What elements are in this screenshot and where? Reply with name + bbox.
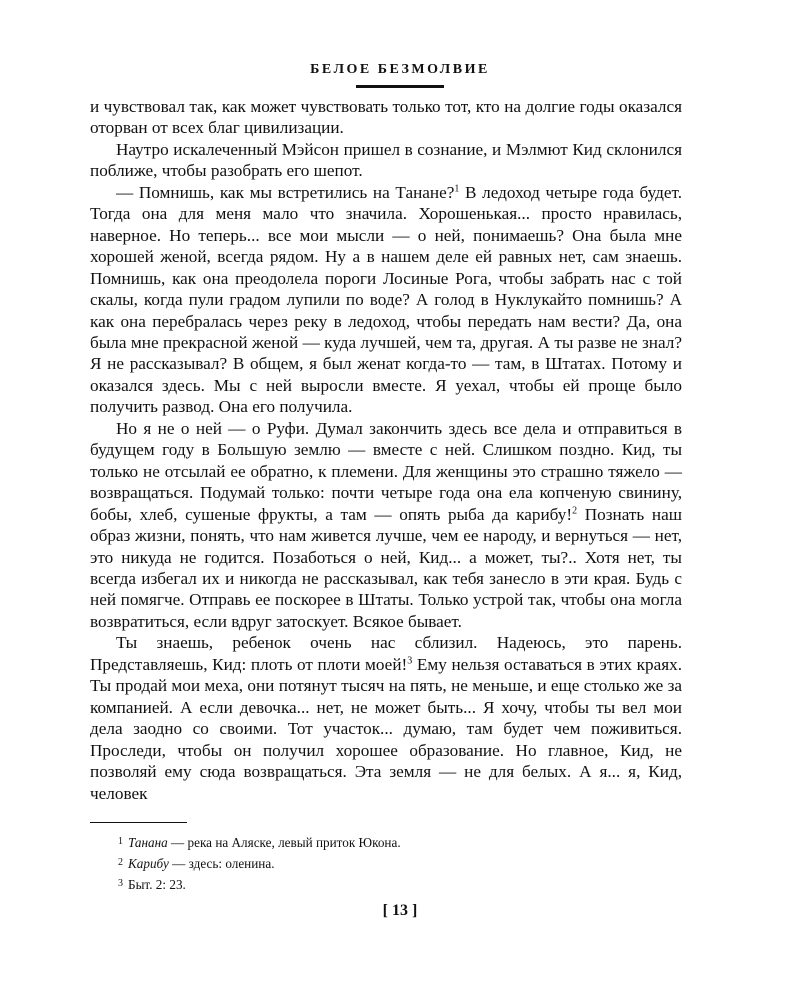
paragraph-5 [90,632,682,804]
footnote-mark: 2 [118,857,123,868]
paragraph-4-part-1: Но я не о ней — о Руфи. Думал закончить здесь все дела и отправиться в будущем году в Большую землю — вместе с ней. Слишком поздно. Кид, ты только не отсылай ее обратно, к племени. Для женщины это страшно тяжело — возвращаться. Подумай только: почти четыре года она ела копченую свинину, бобы, хлеб, сушеные фрукты, а там — опять рыба да карибу! [90,418,682,524]
footnote-rule [90,822,187,823]
footnote-text: Быт. 2: 23. [128,877,186,892]
footnote-3 [118,874,678,895]
paragraph-5-part-2: Ему нельзя оставаться в этих краях. Ты продай мои меха, они потянут тысяч на пять, не меньше, и еще столько же за компанией. А если девочка... нет, не может быть... Я хочу, чтобы ты вел мои дела заодно со своими. Тот участок... думаю, там будет чем поживиться. Проследи, чтобы он получил хорошее образование. Но главное, Кид, не позволяй ему сюда возвращаться. Эта земля — не для белых. А я... я, Кид, человек [90,654,683,803]
footnote-text: — здесь: оленина. [168,856,275,871]
footnote-text: — река на Аляске, левый приток Юкона. [167,835,401,850]
footnote-term: Карибу [128,856,169,871]
running-head-rule [356,85,444,88]
footnote-term: Танана [128,835,168,850]
footnote-1 [118,832,678,853]
paragraph-4 [90,418,682,633]
page-number: [ 13 ] [382,902,418,919]
footnote-mark: 1 [118,836,123,847]
paragraph-2: Наутро искалеченный Мэйсон пришел в сознание, и Мэлмют Кид склонился поближе, чтобы разобрать его шепот. [90,139,682,181]
paragraph-1: и чувствовал так, как может чувствовать только тот, кто на долгие годы оказался оторван от всех благ цивилизации. [90,97,682,138]
body-text [90,96,682,804]
paragraph-5-part-1: Ты знаешь, ребенок очень нас сблизил. Надеюсь, это парень. Представляешь, Кид: плоть от плоти моей! [90,633,682,674]
running-head: БЕЛОЕ БЕЗМОЛВИЕ [310,62,490,77]
paragraph-3-part-1: — Помнишь, как мы встретились на Танане? [116,182,455,202]
footnote-mark: 3 [118,878,123,889]
footnote-ref-1[interactable]: 1 [454,183,460,195]
footnote-ref-3[interactable]: 3 [407,655,413,667]
paragraph-3-part-2: В ледоход четыре года будет. Тогда она для меня мало что значила. Хорошенькая... просто нравилась, наверное. Но теперь... все мои мысли — о ней, понимаешь? Она была мне хорошей женой, всегда рядом. Ну а в нашем деле ей равных нет, сам знаешь. Помнишь, как она преодолела пороги Лосиные Рога, чтобы забрать нас с той скалы, когда пули градом лупили по воде? А голод в Нуклукайто помнишь? А как она перебралась через реку в ледоход, чтобы передать нам вести? Да, она была мне прекрасной женой — куда лучшей, чем та, другая. А ты разве не знал? Я не рассказывал? В общем, я был женат когда-то — там, в Штатах. Потому и оказался здесь. Мы с ней выросли вместе. Я уехал, чтобы ей проще было получить развод. Она его получила. [90,182,682,417]
footnote-ref-2[interactable]: 2 [572,504,578,516]
footnotes [118,832,678,895]
footnote-2 [118,853,678,874]
paragraph-4-part-2: Познать наш образ жизни, понять, что нам живется лучше, чем ее народу, и вернуться — нет, это никуда не годится. Позаботься о ней, Кид... а может, ты?.. Хотя нет, ты всегда избегал их и никогда не рассказывал, как тебя занесло в эти края. Будь с ней помягче. Отправь ее поскорее в Штаты. Только устрой так, чтобы она могла возвратиться, если вдруг затоскует. Всякое бывает. [90,504,682,631]
paragraph-3 [90,182,682,418]
